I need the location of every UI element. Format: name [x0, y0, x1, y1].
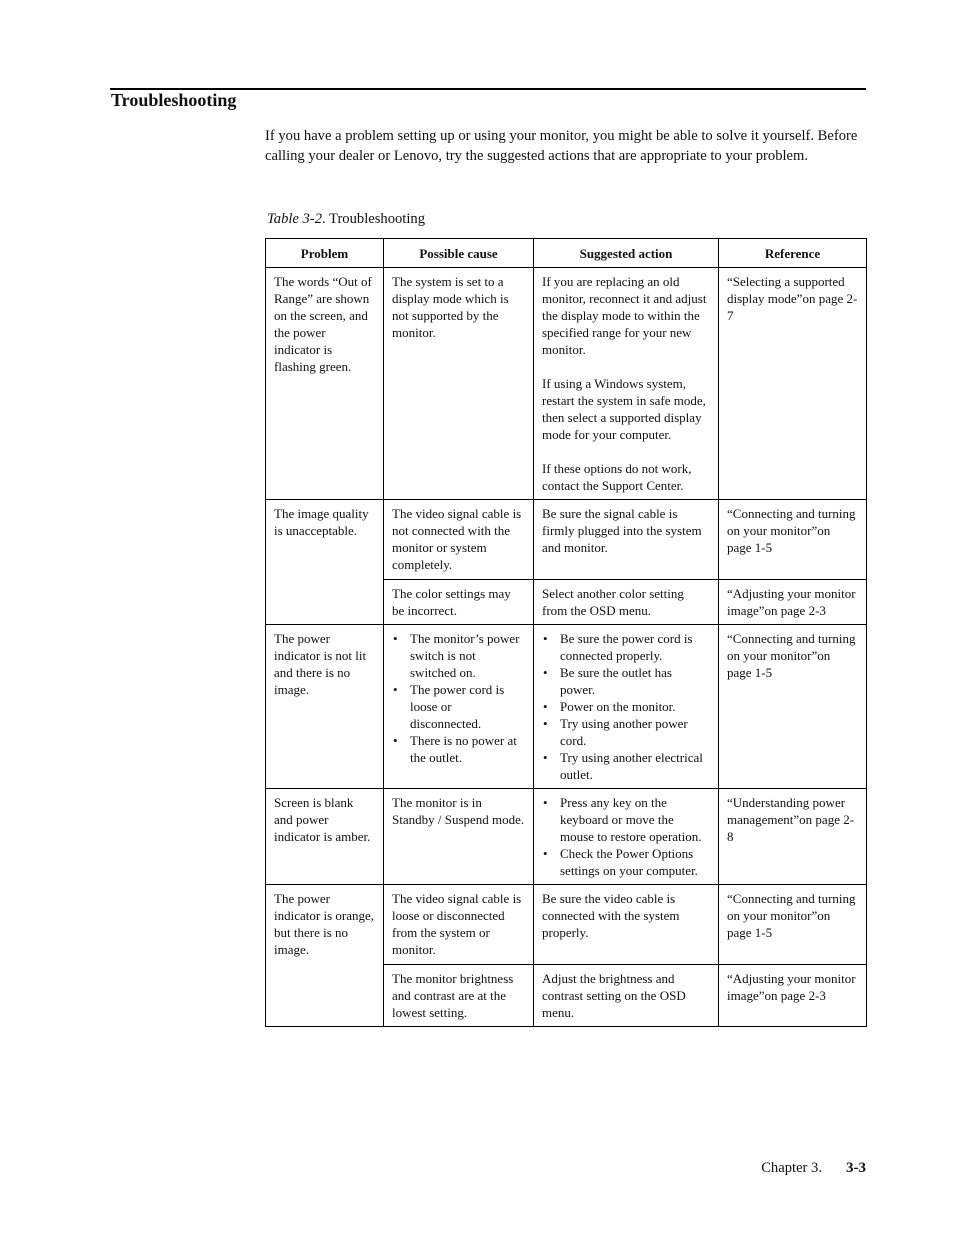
action-text: If these options do not work, contact the Support Center. [542, 461, 692, 493]
problem-cell: The image quality is unacceptable. [266, 500, 384, 625]
list-item: • Try using another power cord. [542, 715, 710, 749]
cause-cell [384, 625, 534, 789]
action-cell [534, 268, 719, 500]
action-text: If you are replacing an old monitor, reconnect it and adjust the display mode to within the specified range for your new monitor. [542, 274, 707, 357]
problem-cell: The power indicator is orange, but there is no image. [266, 885, 384, 1027]
action-cell [534, 885, 719, 965]
problem-cell: The power indicator is not lit and there is no image. [266, 625, 384, 789]
action-cell [534, 625, 719, 789]
action-cell [534, 789, 719, 885]
cause-cell [384, 965, 534, 1027]
problem-cell: The words “Out of Range” are shown on the screen, and the power indicator is flashing green. [266, 268, 384, 500]
cause-cell [384, 500, 534, 580]
cause-bullet-list [392, 630, 525, 766]
page-number: 3-3 [846, 1160, 866, 1176]
table-row [266, 789, 867, 885]
reference-cell: “Understanding power management”on page 2-8 [719, 789, 867, 885]
list-item: • Try using another electrical outlet. [542, 749, 710, 783]
page-footer [761, 1160, 866, 1177]
action-text: If using a Windows system, restart the system in safe mode, then select a supported display mode for your computer. [542, 376, 706, 442]
cause-cell [384, 580, 534, 625]
cause-cell [384, 885, 534, 965]
reference-cell: “Adjusting your monitor image”on page 2-3 [719, 580, 867, 625]
cause-cell [384, 789, 534, 885]
reference-cell: “Connecting and turning on your monitor”on page 1-5 [719, 625, 867, 789]
footer-chapter: Chapter 3. [761, 1160, 822, 1176]
header-possible-cause: Possible cause [384, 239, 534, 268]
reference-cell: “Adjusting your monitor image”on page 2-3 [719, 965, 867, 1027]
reference-cell: “Connecting and turning on your monitor”on page 1-5 [719, 885, 867, 965]
cause-text: The video signal cable is loose or disconnected from the system or monitor. [392, 891, 522, 957]
cause-text: The system is set to a display mode which is not supported by the monitor. [392, 274, 509, 340]
cause-cell [384, 268, 534, 500]
cause-text: The monitor is in Standby / Suspend mode. [392, 795, 525, 827]
action-text: Select another color setting from the OSD menu. [542, 586, 684, 618]
header-suggested-action: Suggested action [534, 239, 719, 268]
action-cell [534, 580, 719, 625]
table-caption-text: . Troubleshooting [322, 211, 426, 227]
header-reference: Reference [719, 239, 867, 268]
table-caption [267, 211, 425, 228]
section-heading: Troubleshooting [111, 90, 237, 110]
action-text: Adjust the brightness and contrast setting on the OSD menu. [542, 971, 686, 1020]
header-problem: Problem [266, 239, 384, 268]
list-item: • There is no power at the outlet. [392, 732, 525, 766]
action-bullet-list [542, 630, 710, 783]
list-item: • Be sure the power cord is connected properly. [542, 630, 710, 664]
cause-text: The video signal cable is not connected with the monitor or system completely. [392, 506, 522, 572]
table-row [266, 500, 867, 580]
table-caption-label: Table 3-2 [267, 211, 323, 227]
action-cell [534, 965, 719, 1027]
list-item: • The monitor’s power switch is not switched on. [392, 630, 525, 681]
problem-cell: Screen is blank and power indicator is amber. [266, 789, 384, 885]
cause-text: The monitor brightness and contrast are at the lowest setting. [392, 971, 514, 1020]
table-header-row [266, 239, 867, 268]
list-item: • Press any key on the keyboard or move the mouse to restore operation. [542, 794, 710, 845]
table-row [266, 625, 867, 789]
reference-cell: “Connecting and turning on your monitor”on page 1-5 [719, 500, 867, 580]
action-text: Be sure the video cable is connected with the system properly. [542, 891, 680, 940]
list-item: • The power cord is loose or disconnected. [392, 681, 525, 732]
table-row [266, 885, 867, 965]
list-item: • Be sure the outlet has power. [542, 664, 710, 698]
cause-text: The color settings may be incorrect. [392, 586, 511, 618]
list-item: • Check the Power Options settings on your computer. [542, 845, 710, 879]
list-item: • Power on the monitor. [542, 698, 710, 715]
table-row [266, 268, 867, 500]
reference-cell: “Selecting a supported display mode”on page 2-7 [719, 268, 867, 500]
troubleshooting-table [265, 238, 867, 1027]
action-text: Be sure the signal cable is firmly plugged into the system and monitor. [542, 506, 702, 555]
intro-paragraph: If you have a problem setting up or using your monitor, you might be able to solve it yourself. Before calling your dealer or Lenovo, try the suggested actions that are appropriate to your problem. [265, 128, 858, 164]
action-cell [534, 500, 719, 580]
action-bullet-list [542, 794, 710, 879]
